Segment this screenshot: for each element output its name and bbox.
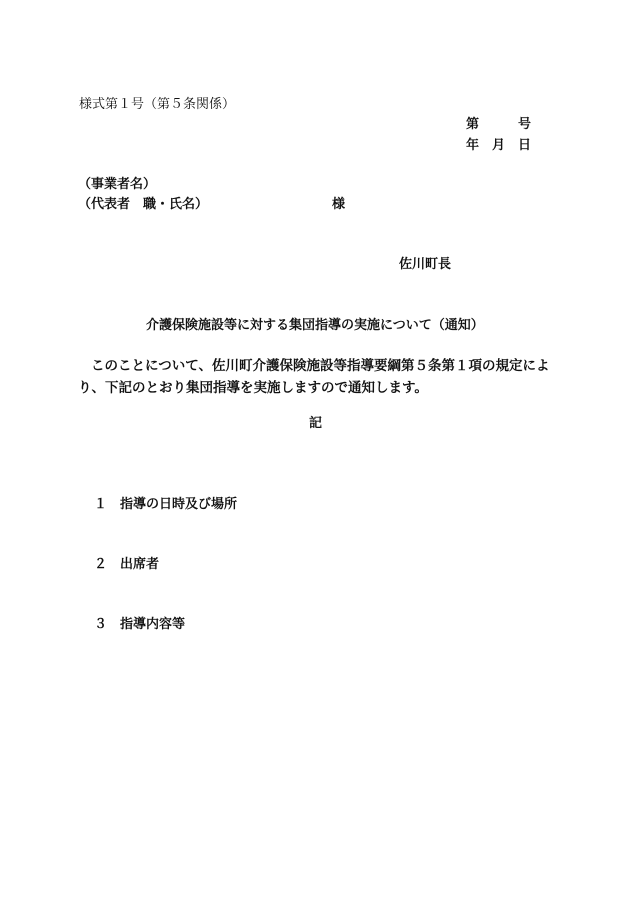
recipient-representative-label: （代表者 職・氏名） bbox=[78, 197, 209, 212]
sender-name: 佐川町長 bbox=[399, 257, 452, 272]
document-title: 介護保険施設等に対する集団指導の実施について（通知） bbox=[146, 318, 484, 333]
recipient-company-label: （事業者名） bbox=[78, 177, 157, 192]
item-label: 出席者 bbox=[120, 557, 160, 572]
list-item bbox=[94, 557, 159, 573]
item-number: １ bbox=[94, 497, 108, 512]
body-paragraph: このことについて、佐川町介護保険施設等指導要綱第５条第１項の規定により、下記のとおり集団指導を実施しますので通知します。 bbox=[78, 358, 550, 396]
document-number bbox=[466, 117, 531, 133]
item-label: 指導の日時及び場所 bbox=[120, 497, 238, 512]
date-month: 月 bbox=[492, 138, 506, 153]
list-item bbox=[94, 617, 185, 633]
date-year: 年 bbox=[466, 138, 480, 153]
document-date bbox=[466, 138, 531, 154]
doc-number-prefix: 第 bbox=[466, 117, 480, 132]
list-item bbox=[94, 497, 237, 513]
date-day: 日 bbox=[518, 138, 532, 153]
form-label: 様式第１号（第５条関係） bbox=[79, 97, 236, 112]
doc-number-suffix: 号 bbox=[518, 117, 532, 132]
ki-heading: 記 bbox=[309, 416, 323, 431]
item-label: 指導内容等 bbox=[120, 617, 186, 632]
item-number: ３ bbox=[94, 617, 108, 632]
recipient-honorific: 様 bbox=[332, 197, 346, 212]
item-number: ２ bbox=[94, 557, 108, 572]
